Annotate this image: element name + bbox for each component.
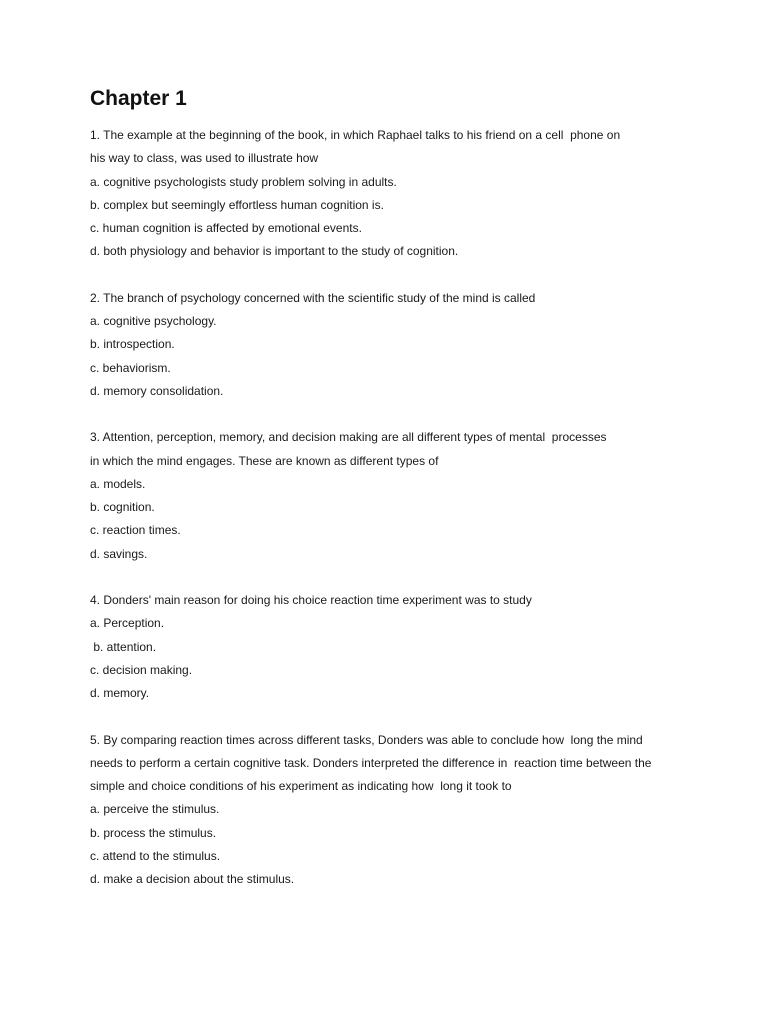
answer-option-b: b. attention.	[90, 639, 157, 654]
answer-option-b: b. cognition.	[90, 500, 155, 515]
answer-option-b: b. complex but seemingly effortless human cognition is.	[90, 197, 384, 212]
answer-option-d: d. both physiology and behavior is important to the study of cognition.	[90, 244, 459, 259]
answer-option-b: b. introspection.	[90, 337, 175, 352]
answer-option-a: a. Perception.	[90, 616, 165, 631]
answer-option-d: d. memory.	[90, 686, 150, 701]
question-stem-line: his way to class, was used to illustrate how	[90, 151, 319, 166]
question-stem	[90, 426, 690, 473]
answer-option-a: a. perceive the stimulus.	[90, 802, 220, 817]
document-page	[90, 84, 690, 915]
question-stem	[90, 589, 690, 612]
question-stem-line: in which the mind engages. These are known as different types of	[90, 453, 439, 468]
answer-option-a: a. cognitive psychology.	[90, 314, 217, 329]
answer-option-c: c. reaction times.	[90, 523, 181, 538]
question-4	[90, 589, 690, 705]
answer-option-c: c. decision making.	[90, 662, 193, 677]
answer-options	[90, 473, 690, 566]
question-1	[90, 124, 690, 264]
answer-option-d: d. savings.	[90, 546, 148, 561]
question-stem-line: 3. Attention, perception, memory, and decision making are all different types of mental processes	[90, 430, 607, 445]
answer-options	[90, 798, 690, 891]
question-stem-line: needs to perform a certain cognitive task. Donders interpreted the difference in reaction time between the	[90, 755, 652, 770]
answer-option-c: c. attend to the stimulus.	[90, 849, 221, 864]
question-5	[90, 729, 690, 892]
answer-option-a: a. models.	[90, 476, 146, 491]
answer-option-d: d. memory consolidation.	[90, 383, 224, 398]
question-stem	[90, 124, 690, 171]
question-stem	[90, 729, 690, 799]
answer-option-b: b. process the stimulus.	[90, 825, 217, 840]
question-2	[90, 287, 690, 403]
chapter-title: Chapter 1	[90, 87, 187, 110]
question-stem-line: 4. Donders' main reason for doing his choice reaction time experiment was to study	[90, 593, 532, 608]
question-stem	[90, 287, 690, 310]
answer-options	[90, 171, 690, 264]
answer-option-c: c. human cognition is affected by emotional events.	[90, 221, 362, 236]
question-3	[90, 426, 690, 566]
question-stem-line: 2. The branch of psychology concerned with the scientific study of the mind is called	[90, 290, 536, 305]
answer-options	[90, 612, 690, 705]
question-stem-line: 5. By comparing reaction times across different tasks, Donders was able to conclude how long the mind	[90, 732, 643, 747]
question-stem-line: simple and choice conditions of his experiment as indicating how long it took to	[90, 779, 512, 794]
answer-option-d: d. make a decision about the stimulus.	[90, 872, 295, 887]
answer-option-a: a. cognitive psychologists study problem solving in adults.	[90, 174, 397, 189]
answer-option-c: c. behaviorism.	[90, 360, 171, 375]
answer-options	[90, 310, 690, 403]
question-stem-line: 1. The example at the beginning of the book, in which Raphael talks to his friend on a cell phone on	[90, 128, 621, 142]
